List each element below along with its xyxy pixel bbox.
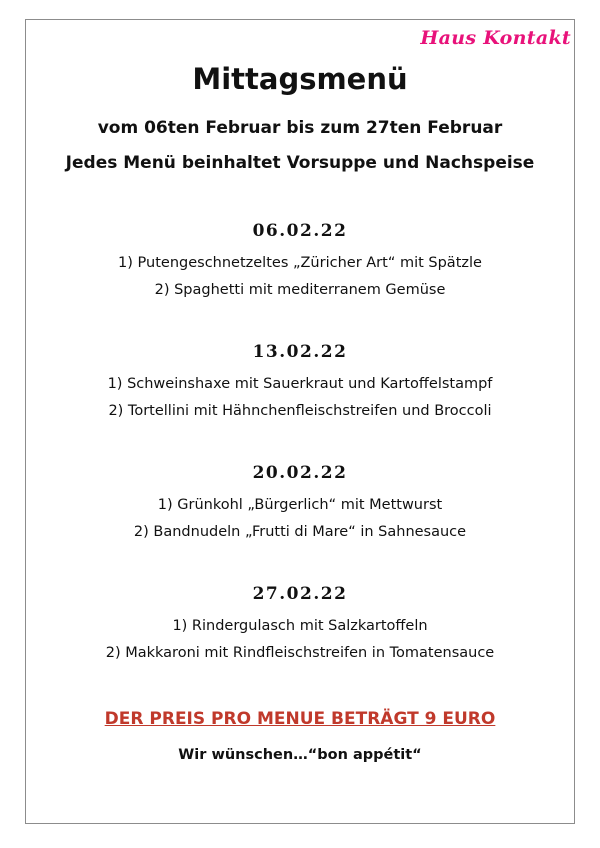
menu-day xyxy=(0,584,600,661)
page-border xyxy=(25,19,575,824)
dish-option: 1) Putengeschnetzeltes „Züricher Art“ mit Spätzle xyxy=(118,255,482,271)
page-title: Mittagsmenü xyxy=(192,62,408,96)
dish-option: 2) Bandnudeln „Frutti di Mare“ in Sahnesauce xyxy=(133,524,467,540)
menu-note: Jedes Menü beinhaltet Vorsuppe und Nachspeise xyxy=(65,153,535,173)
dish-option: 2) Tortellini mit Hähnchenfleischstreifen und Broccoli xyxy=(108,403,492,419)
day-date: 13.02.22 xyxy=(252,342,348,362)
dish-option: 1) Rindergulasch mit Salzkartoffeln xyxy=(172,618,428,634)
date-range: vom 06ten Februar bis zum 27ten Februar xyxy=(97,118,503,138)
menu-day xyxy=(0,342,600,419)
menu-day xyxy=(0,221,600,298)
dish-option: 2) Makkaroni mit Rindfleischstreifen in Tomatensauce xyxy=(105,645,495,661)
day-date: 06.02.22 xyxy=(252,221,348,241)
closing-greeting: Wir wünschen…“bon appétit“ xyxy=(178,747,422,763)
dish-option: 1) Grünkohl „Bürgerlich“ mit Mettwurst xyxy=(157,497,443,513)
day-date: 20.02.22 xyxy=(252,463,348,483)
price-notice: DER PREIS PRO MENUE BETRÄGT 9 EURO xyxy=(104,709,496,729)
day-date: 27.02.22 xyxy=(252,584,348,604)
brand-logo: Haus Kontakt xyxy=(420,27,571,49)
dish-option: 2) Spaghetti mit mediterranem Gemüse xyxy=(154,282,446,298)
dish-option: 1) Schweinshaxe mit Sauerkraut und Kartoffelstampf xyxy=(107,376,493,392)
menu-day xyxy=(0,463,600,540)
